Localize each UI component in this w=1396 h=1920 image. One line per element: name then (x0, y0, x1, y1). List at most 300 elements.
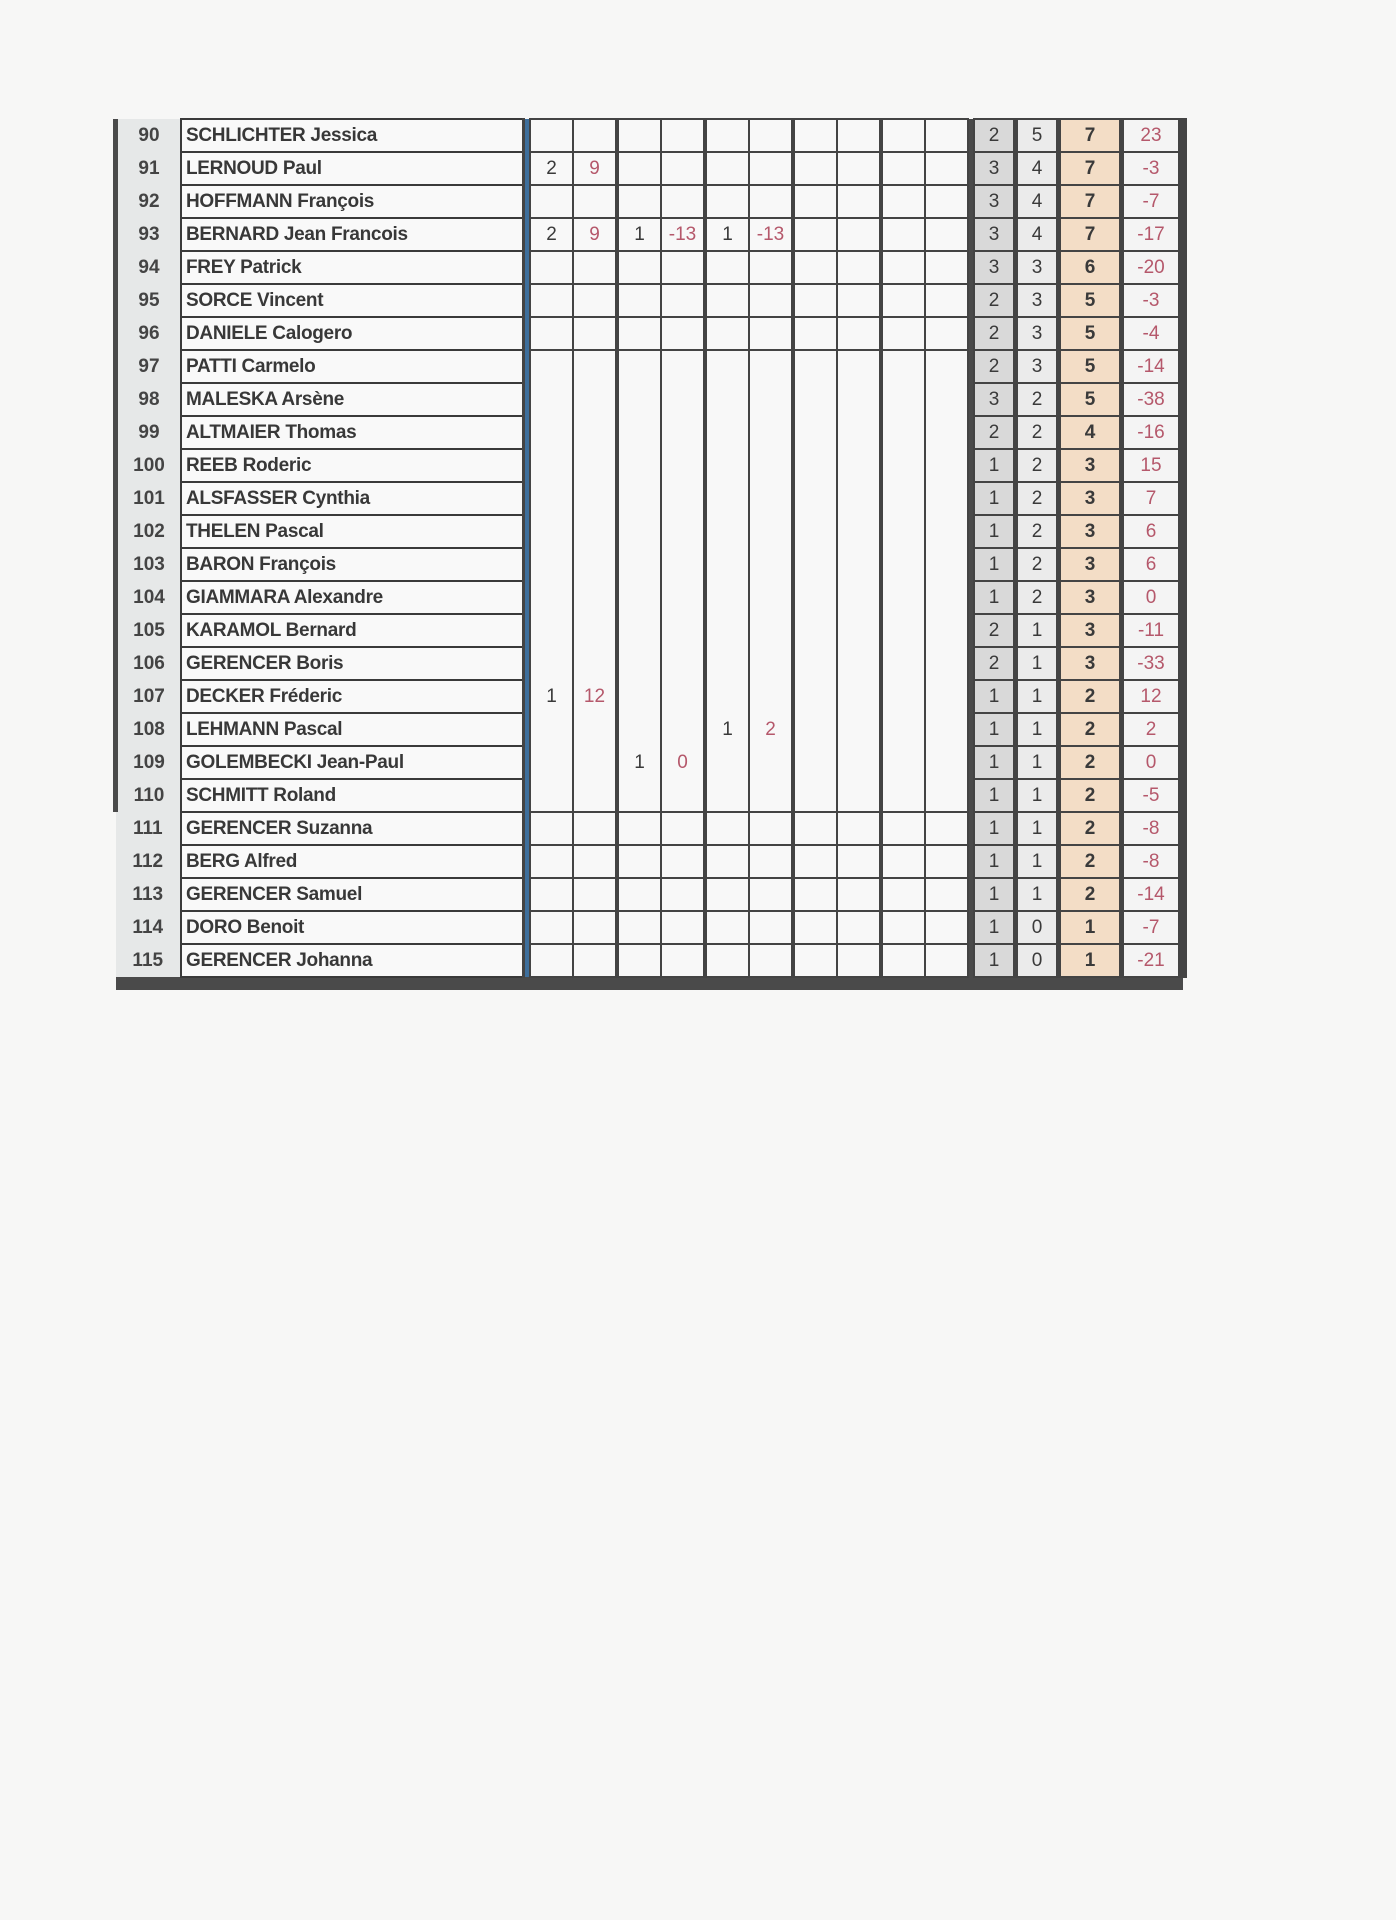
round-wins-cell (617, 317, 661, 350)
round-points-cell (661, 680, 705, 713)
total-cell: 3 (1059, 449, 1122, 482)
round-wins-cell (793, 614, 837, 647)
difference-cell: -16 (1122, 416, 1183, 449)
round-points-cell (749, 647, 793, 680)
round-wins-cell (881, 944, 925, 977)
rank-cell: 103 (116, 548, 182, 581)
total-cell: 3 (1059, 581, 1122, 614)
round-points-cell (925, 218, 968, 251)
round-points-cell (573, 482, 617, 515)
round-points-cell (661, 251, 705, 284)
difference-cell: -11 (1122, 614, 1183, 647)
round-wins-cell (881, 680, 925, 713)
stat-b-cell: 4 (1016, 185, 1059, 218)
round-points-cell (837, 713, 881, 746)
difference-cell: -17 (1122, 218, 1183, 251)
round-points-cell (837, 614, 881, 647)
round-points-cell (749, 350, 793, 383)
round-wins-cell (530, 317, 573, 350)
round-points-cell (573, 383, 617, 416)
round-points-cell (837, 119, 881, 152)
rank-cell: 101 (116, 482, 182, 515)
table-row (116, 185, 1183, 218)
difference-cell: 15 (1122, 449, 1183, 482)
round-points-cell (837, 845, 881, 878)
difference-cell: 12 (1122, 680, 1183, 713)
round-wins-cell (705, 317, 749, 350)
difference-cell: 6 (1122, 548, 1183, 581)
round-wins-cell (793, 284, 837, 317)
round-wins-cell (705, 581, 749, 614)
stat-a-cell: 1 (974, 482, 1016, 515)
table-row (116, 581, 1183, 614)
player-name-cell: BERNARD Jean Francois (181, 218, 524, 251)
round-wins-cell (530, 515, 573, 548)
player-name-cell: ALSFASSER Cynthia (181, 482, 524, 515)
rank-cell: 98 (116, 383, 182, 416)
table-row (116, 515, 1183, 548)
stat-b-cell: 0 (1016, 911, 1059, 944)
round-wins-cell (881, 317, 925, 350)
stat-a-cell: 1 (974, 713, 1016, 746)
round-wins-cell (617, 779, 661, 812)
stat-b-cell: 1 (1016, 614, 1059, 647)
round-points-cell (925, 614, 968, 647)
rank-cell: 95 (116, 284, 182, 317)
round-wins-cell (705, 680, 749, 713)
total-cell: 2 (1059, 746, 1122, 779)
player-name-cell: GERENCER Johanna (181, 944, 524, 977)
player-name-cell: GERENCER Samuel (181, 878, 524, 911)
round-points-cell (573, 812, 617, 845)
stat-b-cell: 2 (1016, 416, 1059, 449)
round-points-cell (925, 515, 968, 548)
round-points-cell (837, 647, 881, 680)
round-wins-cell (530, 614, 573, 647)
rank-cell: 92 (116, 185, 182, 218)
round-wins-cell (705, 779, 749, 812)
table-row (116, 218, 1183, 251)
round-points-cell (573, 713, 617, 746)
round-points-cell (661, 515, 705, 548)
round-points-cell (837, 317, 881, 350)
ranking-sheet (113, 118, 1187, 990)
table-row (116, 251, 1183, 284)
round-wins-cell (617, 284, 661, 317)
round-points-cell (925, 119, 968, 152)
round-points-cell (837, 548, 881, 581)
round-wins-cell (530, 944, 573, 977)
round-points-cell (661, 119, 705, 152)
round-points-cell (749, 416, 793, 449)
round-wins-cell (617, 812, 661, 845)
stat-a-cell: 3 (974, 383, 1016, 416)
round-points-cell (837, 449, 881, 482)
round-wins-cell (617, 482, 661, 515)
stat-b-cell: 3 (1016, 350, 1059, 383)
rank-cell: 105 (116, 614, 182, 647)
round-points-cell (749, 119, 793, 152)
round-points-cell (749, 152, 793, 185)
round-wins-cell (530, 548, 573, 581)
rank-cell: 91 (116, 152, 182, 185)
player-name-cell: LERNOUD Paul (181, 152, 524, 185)
table-row (116, 713, 1183, 746)
total-cell: 7 (1059, 152, 1122, 185)
round-wins-cell (617, 944, 661, 977)
stat-a-cell: 1 (974, 878, 1016, 911)
round-wins-cell (530, 581, 573, 614)
round-wins-cell (881, 581, 925, 614)
round-wins-cell (617, 515, 661, 548)
round-points-cell (925, 680, 968, 713)
round-wins-cell (530, 284, 573, 317)
player-name-cell: GERENCER Suzanna (181, 812, 524, 845)
difference-cell: -8 (1122, 812, 1183, 845)
total-cell: 5 (1059, 284, 1122, 317)
round-wins-cell (881, 350, 925, 383)
round-points-cell (573, 845, 617, 878)
round-points-cell (573, 944, 617, 977)
round-wins-cell (705, 284, 749, 317)
table-row (116, 119, 1183, 152)
stat-a-cell: 3 (974, 152, 1016, 185)
stat-a-cell: 2 (974, 284, 1016, 317)
player-name-cell: SCHMITT Roland (181, 779, 524, 812)
stat-a-cell: 2 (974, 614, 1016, 647)
round-points-cell (661, 713, 705, 746)
round-wins-cell (530, 713, 573, 746)
round-points-cell: 2 (749, 713, 793, 746)
total-cell: 3 (1059, 515, 1122, 548)
stat-b-cell: 4 (1016, 152, 1059, 185)
stat-a-cell: 1 (974, 911, 1016, 944)
round-wins-cell (793, 449, 837, 482)
rank-cell: 113 (116, 878, 182, 911)
round-wins-cell (617, 416, 661, 449)
difference-cell: -20 (1122, 251, 1183, 284)
round-points-cell (837, 779, 881, 812)
total-cell: 7 (1059, 218, 1122, 251)
round-wins-cell (881, 383, 925, 416)
stat-b-cell: 4 (1016, 218, 1059, 251)
stat-b-cell: 3 (1016, 251, 1059, 284)
round-wins-cell (793, 482, 837, 515)
round-wins-cell (793, 119, 837, 152)
round-points-cell (573, 614, 617, 647)
round-wins-cell (530, 746, 573, 779)
total-cell: 2 (1059, 779, 1122, 812)
round-points-cell: -13 (749, 218, 793, 251)
rank-cell: 106 (116, 647, 182, 680)
round-points-cell (837, 680, 881, 713)
round-points-cell (573, 647, 617, 680)
round-points-cell (661, 284, 705, 317)
round-points-cell (925, 878, 968, 911)
round-wins-cell (793, 647, 837, 680)
table-row (116, 911, 1183, 944)
difference-cell: -21 (1122, 944, 1183, 977)
difference-cell: 23 (1122, 119, 1183, 152)
round-wins-cell (705, 482, 749, 515)
difference-cell: 6 (1122, 515, 1183, 548)
total-cell: 4 (1059, 416, 1122, 449)
player-name-cell: DECKER Fréderic (181, 680, 524, 713)
round-wins-cell: 2 (530, 218, 573, 251)
round-points-cell (661, 614, 705, 647)
player-name-cell: THELEN Pascal (181, 515, 524, 548)
table-row (116, 548, 1183, 581)
round-points-cell (749, 581, 793, 614)
stat-b-cell: 2 (1016, 383, 1059, 416)
rank-cell: 111 (116, 812, 182, 845)
round-points-cell (925, 779, 968, 812)
total-cell: 6 (1059, 251, 1122, 284)
round-wins-cell (793, 152, 837, 185)
round-points-cell (925, 482, 968, 515)
difference-cell: -14 (1122, 878, 1183, 911)
stat-a-cell: 1 (974, 449, 1016, 482)
round-wins-cell: 1 (705, 713, 749, 746)
stat-b-cell: 1 (1016, 713, 1059, 746)
round-points-cell (837, 251, 881, 284)
round-points-cell (925, 548, 968, 581)
round-wins-cell (530, 647, 573, 680)
round-wins-cell (793, 845, 837, 878)
round-points-cell (925, 746, 968, 779)
round-points-cell (661, 383, 705, 416)
table-row (116, 944, 1183, 977)
total-cell: 5 (1059, 350, 1122, 383)
round-points-cell (749, 812, 793, 845)
player-name-cell: FREY Patrick (181, 251, 524, 284)
table-row (116, 482, 1183, 515)
stat-a-cell: 1 (974, 845, 1016, 878)
round-points-cell (573, 284, 617, 317)
round-wins-cell (705, 152, 749, 185)
player-name-cell: DANIELE Calogero (181, 317, 524, 350)
round-points-cell (749, 548, 793, 581)
rank-cell: 94 (116, 251, 182, 284)
table-row (116, 317, 1183, 350)
round-points-cell (661, 812, 705, 845)
rank-cell: 112 (116, 845, 182, 878)
round-wins-cell (617, 878, 661, 911)
round-points-cell: 0 (661, 746, 705, 779)
round-wins-cell (881, 449, 925, 482)
difference-cell: 0 (1122, 581, 1183, 614)
round-wins-cell (617, 647, 661, 680)
player-name-cell: PATTI Carmelo (181, 350, 524, 383)
round-points-cell (661, 416, 705, 449)
stat-a-cell: 1 (974, 548, 1016, 581)
round-wins-cell (617, 383, 661, 416)
stat-b-cell: 3 (1016, 317, 1059, 350)
rank-cell: 107 (116, 680, 182, 713)
round-wins-cell (793, 350, 837, 383)
total-cell: 7 (1059, 185, 1122, 218)
stat-a-cell: 1 (974, 746, 1016, 779)
player-name-cell: ALTMAIER Thomas (181, 416, 524, 449)
total-cell: 2 (1059, 845, 1122, 878)
stat-b-cell: 1 (1016, 680, 1059, 713)
round-points-cell (925, 449, 968, 482)
total-cell: 2 (1059, 878, 1122, 911)
stat-b-cell: 1 (1016, 746, 1059, 779)
stat-a-cell: 1 (974, 680, 1016, 713)
round-points-cell (749, 449, 793, 482)
difference-cell: -38 (1122, 383, 1183, 416)
player-name-cell: MALESKA Arsène (181, 383, 524, 416)
player-name-cell: GIAMMARA Alexandre (181, 581, 524, 614)
round-wins-cell (881, 251, 925, 284)
round-wins-cell (530, 416, 573, 449)
round-points-cell (837, 944, 881, 977)
rank-cell: 90 (116, 119, 182, 152)
stat-a-cell: 1 (974, 515, 1016, 548)
stat-b-cell: 2 (1016, 515, 1059, 548)
round-points-cell (661, 449, 705, 482)
round-points-cell (573, 317, 617, 350)
round-points-cell (573, 449, 617, 482)
round-points-cell (925, 647, 968, 680)
table-row (116, 779, 1183, 812)
round-points-cell (749, 515, 793, 548)
round-points-cell (925, 845, 968, 878)
total-cell: 3 (1059, 482, 1122, 515)
round-wins-cell (705, 812, 749, 845)
round-wins-cell: 2 (530, 152, 573, 185)
player-name-cell: KARAMOL Bernard (181, 614, 524, 647)
round-wins-cell (881, 878, 925, 911)
stat-a-cell: 3 (974, 251, 1016, 284)
round-wins-cell (617, 581, 661, 614)
table-row (116, 812, 1183, 845)
round-points-cell (925, 185, 968, 218)
round-points-cell (573, 779, 617, 812)
round-points-cell (749, 779, 793, 812)
stat-a-cell: 3 (974, 185, 1016, 218)
round-points-cell (661, 911, 705, 944)
rank-cell: 104 (116, 581, 182, 614)
difference-cell: 0 (1122, 746, 1183, 779)
round-wins-cell (881, 185, 925, 218)
round-points-cell (573, 878, 617, 911)
round-points-cell (837, 185, 881, 218)
stat-a-cell: 1 (974, 779, 1016, 812)
round-wins-cell (793, 416, 837, 449)
rank-cell: 110 (116, 779, 182, 812)
stat-b-cell: 2 (1016, 581, 1059, 614)
table-row (116, 383, 1183, 416)
rank-cell: 115 (116, 944, 182, 977)
bottom-border-bar (116, 977, 1183, 990)
stat-b-cell: 1 (1016, 878, 1059, 911)
round-points-cell (573, 581, 617, 614)
round-wins-cell (705, 350, 749, 383)
round-wins-cell (881, 845, 925, 878)
round-wins-cell (617, 449, 661, 482)
round-points-cell (837, 878, 881, 911)
round-wins-cell (705, 383, 749, 416)
round-points-cell (837, 152, 881, 185)
round-wins-cell (617, 680, 661, 713)
difference-cell: -33 (1122, 647, 1183, 680)
total-cell: 2 (1059, 680, 1122, 713)
stat-b-cell: 0 (1016, 944, 1059, 977)
round-points-cell (661, 944, 705, 977)
round-wins-cell (705, 647, 749, 680)
round-wins-cell (705, 614, 749, 647)
round-points-cell (837, 350, 881, 383)
round-wins-cell (705, 746, 749, 779)
round-wins-cell (617, 185, 661, 218)
stat-a-cell: 3 (974, 218, 1016, 251)
round-points-cell (925, 383, 968, 416)
player-name-cell: DORO Benoit (181, 911, 524, 944)
round-wins-cell (705, 515, 749, 548)
difference-cell: 2 (1122, 713, 1183, 746)
round-points-cell (749, 185, 793, 218)
difference-cell: 7 (1122, 482, 1183, 515)
round-points-cell (573, 548, 617, 581)
round-points-cell (749, 482, 793, 515)
round-points-cell (661, 317, 705, 350)
round-wins-cell (793, 515, 837, 548)
round-wins-cell: 1 (617, 218, 661, 251)
round-wins-cell (530, 350, 573, 383)
round-wins-cell (793, 218, 837, 251)
round-wins-cell (881, 779, 925, 812)
stat-b-cell: 1 (1016, 779, 1059, 812)
round-wins-cell (793, 317, 837, 350)
stat-b-cell: 2 (1016, 482, 1059, 515)
round-wins-cell (617, 152, 661, 185)
round-points-cell (749, 680, 793, 713)
player-name-cell: SCHLICHTER Jessica (181, 119, 524, 152)
stat-a-cell: 2 (974, 647, 1016, 680)
round-wins-cell (793, 680, 837, 713)
round-points-cell (837, 812, 881, 845)
round-wins-cell (793, 878, 837, 911)
round-wins-cell (617, 911, 661, 944)
round-wins-cell (617, 350, 661, 383)
table-row (116, 416, 1183, 449)
stat-a-cell: 1 (974, 812, 1016, 845)
stat-b-cell: 5 (1016, 119, 1059, 152)
round-points-cell (573, 251, 617, 284)
player-name-cell: BARON François (181, 548, 524, 581)
table-bottom-border (116, 977, 1183, 990)
round-wins-cell: 1 (530, 680, 573, 713)
round-points-cell: 12 (573, 680, 617, 713)
stat-b-cell: 2 (1016, 548, 1059, 581)
stat-a-cell: 2 (974, 350, 1016, 383)
round-points-cell: 9 (573, 218, 617, 251)
round-wins-cell (793, 383, 837, 416)
rank-cell: 96 (116, 317, 182, 350)
round-wins-cell (881, 548, 925, 581)
round-wins-cell (530, 383, 573, 416)
round-points-cell (837, 581, 881, 614)
round-wins-cell (705, 548, 749, 581)
total-cell: 1 (1059, 944, 1122, 977)
round-wins-cell (705, 944, 749, 977)
round-points-cell (837, 482, 881, 515)
round-points-cell (573, 911, 617, 944)
round-points-cell (925, 284, 968, 317)
round-points-cell (573, 416, 617, 449)
